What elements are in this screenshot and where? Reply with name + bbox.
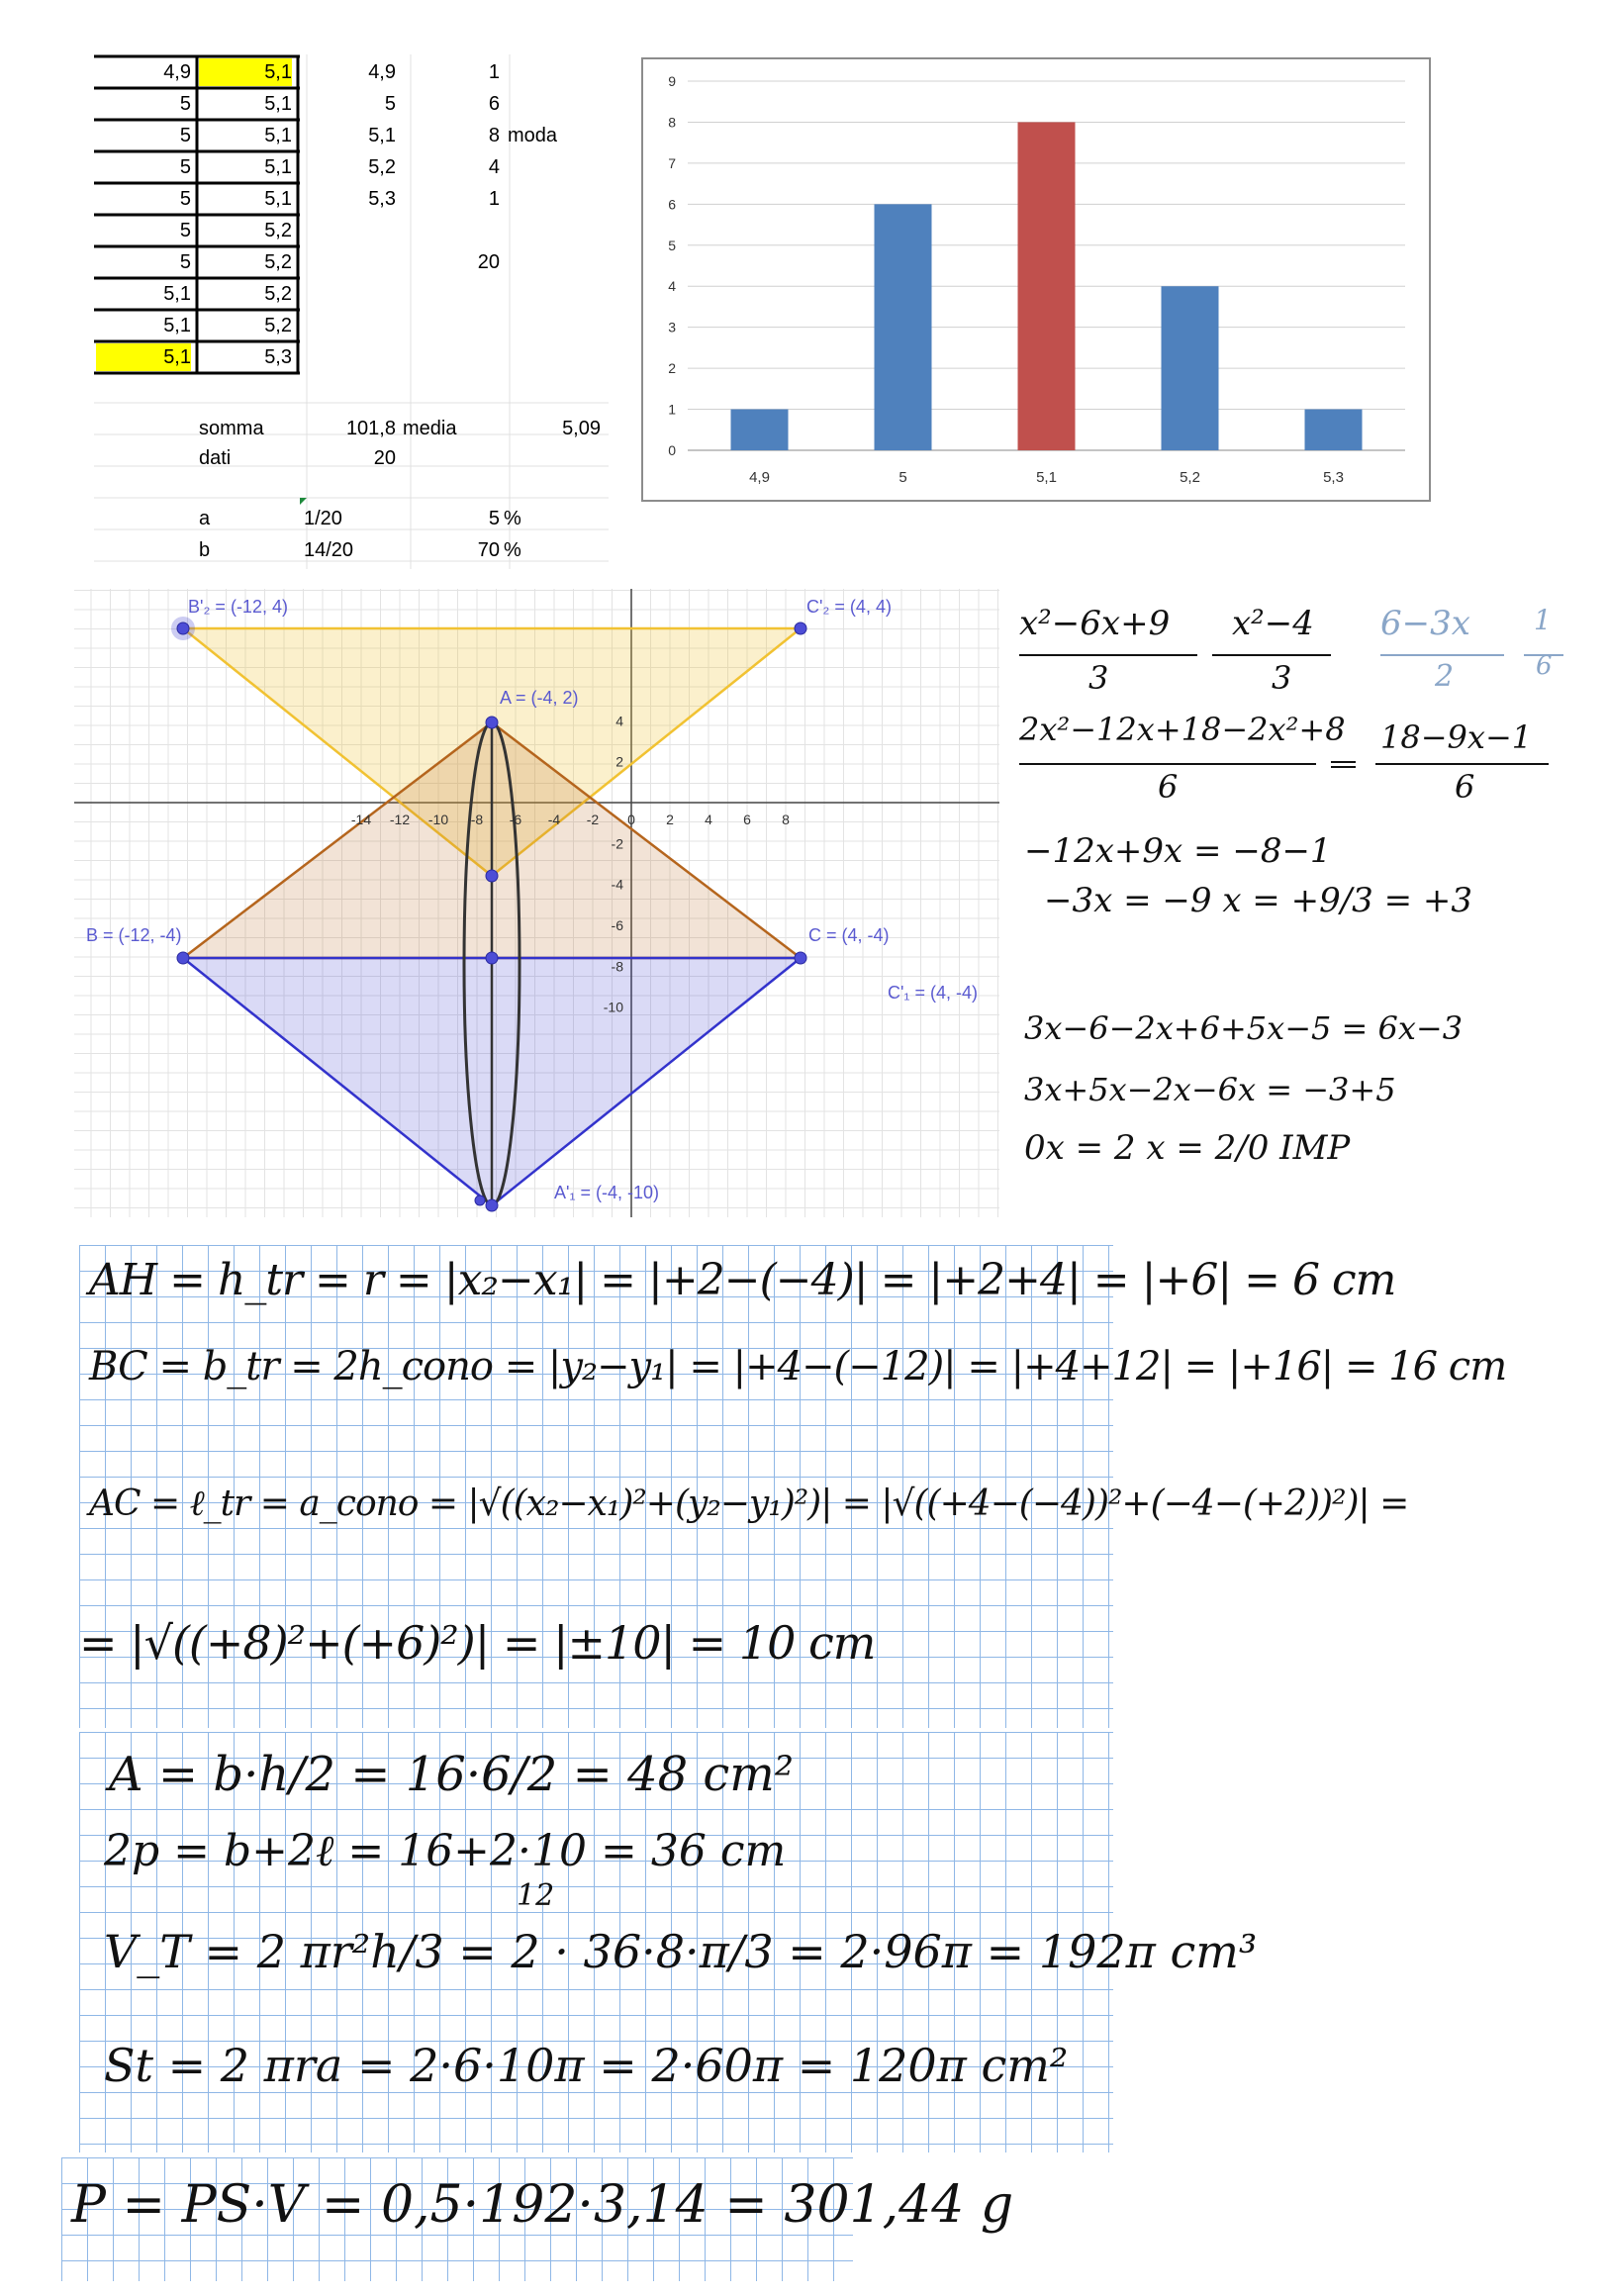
chart-y-tick-label: 9 bbox=[668, 73, 676, 89]
chart-y-tick-label: 3 bbox=[668, 319, 676, 335]
cell-b1-highlighted[interactable]: 5,1 bbox=[199, 58, 292, 86]
freq-count-3[interactable]: 8 bbox=[488, 125, 500, 146]
label-b: B = (-12, -4) bbox=[86, 925, 182, 945]
graph-paper-notes-3 bbox=[61, 2157, 1014, 2281]
note-surface: St = 2 πra = 2·6·10π = 2·60π = 120π cm² bbox=[104, 2039, 1069, 2092]
note-area: A = b·h/2 = 16·6/2 = 48 cm² bbox=[109, 1747, 795, 1802]
cell-a2[interactable]: 5 bbox=[179, 93, 191, 115]
handwritten-equations bbox=[1009, 594, 1583, 1188]
note-line1: AH = h_tr = r = |x₂−x₁| = |+2−(−4)| = |+2+4| = |+6| = 6 cm bbox=[89, 1255, 1396, 1305]
cell-a5[interactable]: 5 bbox=[179, 188, 191, 210]
chart-y-tick-label: 1 bbox=[668, 401, 676, 418]
freq-count-4[interactable]: 4 bbox=[488, 156, 500, 178]
eq2-fraction-bars bbox=[1009, 760, 1583, 768]
eq2-den1: 6 bbox=[1158, 768, 1179, 806]
somma-value[interactable]: 101,8 bbox=[345, 418, 396, 439]
graph-paper-notes-2 bbox=[79, 1732, 1258, 2152]
chart-y-tick-label: 2 bbox=[668, 360, 676, 377]
chart-y-tick-label: 8 bbox=[668, 114, 676, 131]
eq5: 3x−6−2x+6+5x−5 = 6x−3 bbox=[1024, 1009, 1464, 1047]
geo-x-tick-label: 8 bbox=[782, 812, 790, 827]
freq-count-1[interactable]: 1 bbox=[488, 61, 500, 83]
geo-x-tick-label: -10 bbox=[427, 812, 449, 827]
chart-x-tick-label: 5,1 bbox=[1036, 469, 1057, 486]
eq2-numerator: 2x²−12x+18−2x²+8 bbox=[1019, 711, 1346, 748]
geo-y-tick-label: -6 bbox=[611, 917, 623, 934]
cell-a7[interactable]: 5 bbox=[179, 251, 191, 273]
geo-y-tick-label: 4 bbox=[615, 713, 623, 729]
label-b2: B'₂ = (-12, 4) bbox=[188, 597, 288, 617]
chart-y-tick-label: 0 bbox=[668, 442, 676, 458]
geo-y-tick-label: -4 bbox=[611, 876, 623, 893]
geo-y-tick-label: 2 bbox=[615, 753, 623, 770]
chart-bar[interactable] bbox=[1305, 410, 1363, 450]
freq-value-1[interactable]: 4,9 bbox=[368, 61, 396, 83]
point-b[interactable] bbox=[177, 952, 189, 964]
cell-b6[interactable]: 5,2 bbox=[264, 220, 292, 241]
spreadsheet bbox=[94, 54, 609, 569]
geometry-svg bbox=[74, 589, 999, 1217]
freq-count-5[interactable]: 1 bbox=[488, 188, 500, 210]
a-percent[interactable]: 5 bbox=[488, 508, 500, 529]
eq4: −3x = −9 x = +9/3 = +3 bbox=[1044, 881, 1473, 920]
freq-value-5[interactable]: 5,3 bbox=[368, 188, 396, 210]
dati-label: dati bbox=[199, 447, 232, 469]
geo-x-tick-label: -12 bbox=[389, 812, 411, 827]
graph-paper-notes-1 bbox=[79, 1245, 1507, 1728]
cell-b3[interactable]: 5,1 bbox=[264, 125, 292, 146]
geo-x-tick-label: 6 bbox=[743, 812, 751, 827]
media-value[interactable]: 5,09 bbox=[562, 418, 601, 439]
cell-b7[interactable]: 5,2 bbox=[264, 251, 292, 273]
eq7: 0x = 2 x = 2/0 IMP bbox=[1024, 1128, 1351, 1168]
b-percent[interactable]: 70 bbox=[477, 539, 500, 561]
point-mid-upper[interactable] bbox=[486, 870, 498, 882]
label-c2: C'₂ = (4, 4) bbox=[806, 597, 892, 617]
a-label: a bbox=[199, 508, 211, 529]
freq-value-3[interactable]: 5,1 bbox=[368, 125, 396, 146]
cell-b5[interactable]: 5,1 bbox=[264, 188, 292, 210]
eq2-numerator-right: 18−9x−1 bbox=[1380, 718, 1533, 756]
b-fraction[interactable]: 14/20 bbox=[304, 539, 354, 561]
cell-b10[interactable]: 5,3 bbox=[264, 346, 292, 368]
freq-value-4[interactable]: 5,2 bbox=[368, 156, 396, 178]
cell-b9[interactable]: 5,2 bbox=[264, 315, 292, 336]
eq1-den3: 2 bbox=[1435, 659, 1455, 694]
somma-label: somma bbox=[199, 418, 264, 439]
eq6: 3x+5x−2x−6x = −3+5 bbox=[1024, 1071, 1396, 1108]
note-volume-annotation: 12 bbox=[517, 1878, 555, 1913]
note-perimeter: 2p = b+2ℓ = 16+2·10 = 36 cm bbox=[104, 1826, 787, 1876]
point-b2[interactable] bbox=[177, 622, 189, 634]
point-a1-secondary[interactable] bbox=[475, 1196, 485, 1205]
geo-y-tick-label: -2 bbox=[611, 835, 623, 852]
label-c: C = (4, -4) bbox=[808, 925, 890, 945]
eq1-num4: 1 bbox=[1534, 604, 1552, 636]
chart-x-tick-label: 4,9 bbox=[749, 469, 770, 486]
geo-x-tick-label: 4 bbox=[705, 812, 712, 827]
cell-a10-highlighted[interactable]: 5,1 bbox=[96, 343, 191, 371]
chart-x-tick-label: 5 bbox=[898, 469, 907, 486]
cell-b4[interactable]: 5,1 bbox=[264, 156, 292, 178]
note-weight: P = PS·V = 0,5·192·3,14 = 301,44 g bbox=[71, 2175, 1014, 2235]
bar-chart[interactable] bbox=[641, 57, 1431, 502]
point-a1[interactable] bbox=[486, 1199, 498, 1211]
point-c[interactable] bbox=[795, 952, 806, 964]
cell-b8[interactable]: 5,2 bbox=[264, 283, 292, 305]
chart-x-tick-label: 5,3 bbox=[1323, 469, 1344, 486]
chart-bar[interactable] bbox=[1162, 286, 1219, 450]
cell-a6[interactable]: 5 bbox=[179, 220, 191, 241]
cell-a8[interactable]: 5,1 bbox=[163, 283, 191, 305]
point-c2[interactable] bbox=[795, 622, 806, 634]
total-count[interactable]: 20 bbox=[477, 251, 500, 273]
b-percent-sign: % bbox=[504, 539, 521, 561]
chart-bar[interactable] bbox=[875, 204, 932, 450]
eq1-den4: 6 bbox=[1536, 651, 1553, 681]
point-a[interactable] bbox=[486, 717, 498, 728]
a-percent-sign: % bbox=[504, 508, 521, 529]
label-a: A = (-4, 2) bbox=[500, 688, 579, 708]
chart-x-tick-label: 5,2 bbox=[1180, 469, 1200, 486]
geo-x-tick-label: -4 bbox=[547, 812, 561, 827]
eq1-num1: x²−6x+9 bbox=[1019, 604, 1171, 643]
geometry-panel bbox=[74, 589, 999, 1217]
cell-a9[interactable]: 5,1 bbox=[163, 315, 191, 336]
chart-bar[interactable] bbox=[1018, 122, 1076, 450]
label-c1: C'₁ = (4, -4) bbox=[888, 983, 979, 1003]
cell-a3[interactable]: 5 bbox=[179, 125, 191, 146]
note-volume: V_T = 2 πr²h/3 = 2 · 36·8·π/3 = 2·96π = 192π cm³ bbox=[104, 1925, 1258, 1978]
moda-label: moda bbox=[508, 125, 558, 146]
freq-count-2[interactable]: 6 bbox=[488, 93, 500, 115]
b-label: b bbox=[199, 539, 211, 561]
chart-y-tick-label: 6 bbox=[668, 196, 676, 213]
label-a1: A'₁ = (-4, -10) bbox=[554, 1183, 660, 1202]
geo-x-tick-label: -2 bbox=[586, 812, 600, 827]
geo-y-tick-label: -8 bbox=[611, 958, 623, 975]
geo-x-tick-label: 2 bbox=[666, 812, 674, 827]
freq-value-2[interactable]: 5 bbox=[384, 93, 396, 115]
chart-y-tick-label: 5 bbox=[668, 237, 676, 253]
geo-x-tick-label: -14 bbox=[350, 812, 372, 827]
chart-y-tick-label: 4 bbox=[668, 278, 676, 295]
geo-x-tick-label: -8 bbox=[470, 812, 484, 827]
cell-a4[interactable]: 5 bbox=[179, 156, 191, 178]
dati-value[interactable]: 20 bbox=[373, 447, 396, 469]
cell-a1[interactable]: 4,9 bbox=[163, 61, 191, 83]
chart-bar[interactable] bbox=[731, 410, 789, 450]
bar-chart-svg bbox=[643, 59, 1429, 500]
eq1-den2: 3 bbox=[1272, 659, 1292, 697]
a-fraction[interactable]: 1/20 bbox=[304, 508, 342, 529]
chart-y-tick-label: 7 bbox=[668, 154, 676, 171]
eq1-num2: x²−4 bbox=[1232, 604, 1314, 643]
geo-y-tick-label: -10 bbox=[603, 999, 623, 1015]
eq2-den2: 6 bbox=[1455, 768, 1475, 806]
eq3: −12x+9x = −8−1 bbox=[1024, 831, 1332, 871]
geo-x-tick-label: -6 bbox=[509, 812, 522, 827]
note-line3: AC = ℓ_tr = a_cono = |√((x₂−x₁)²+(y₂−y₁)²)| = |√((+4−(−4))²+(−4−(+2))²)| = bbox=[89, 1483, 1409, 1524]
cell-b2[interactable]: 5,1 bbox=[264, 93, 292, 115]
eq1-num3: 6−3x bbox=[1380, 604, 1470, 643]
eq1-fraction-bars bbox=[1009, 651, 1583, 659]
note-line4: = |√((+8)²+(+6)²)| = |±10| = 10 cm bbox=[79, 1616, 876, 1670]
eq1-den1: 3 bbox=[1088, 659, 1109, 697]
point-h[interactable] bbox=[486, 952, 498, 964]
note-line2: BC = b_tr = 2h_cono = |y₂−y₁| = |+4−(−12)| = |+4+12| = |+16| = 16 cm bbox=[89, 1344, 1507, 1389]
media-label: media bbox=[403, 418, 457, 439]
geo-x-tick-label: 0 bbox=[627, 812, 635, 827]
